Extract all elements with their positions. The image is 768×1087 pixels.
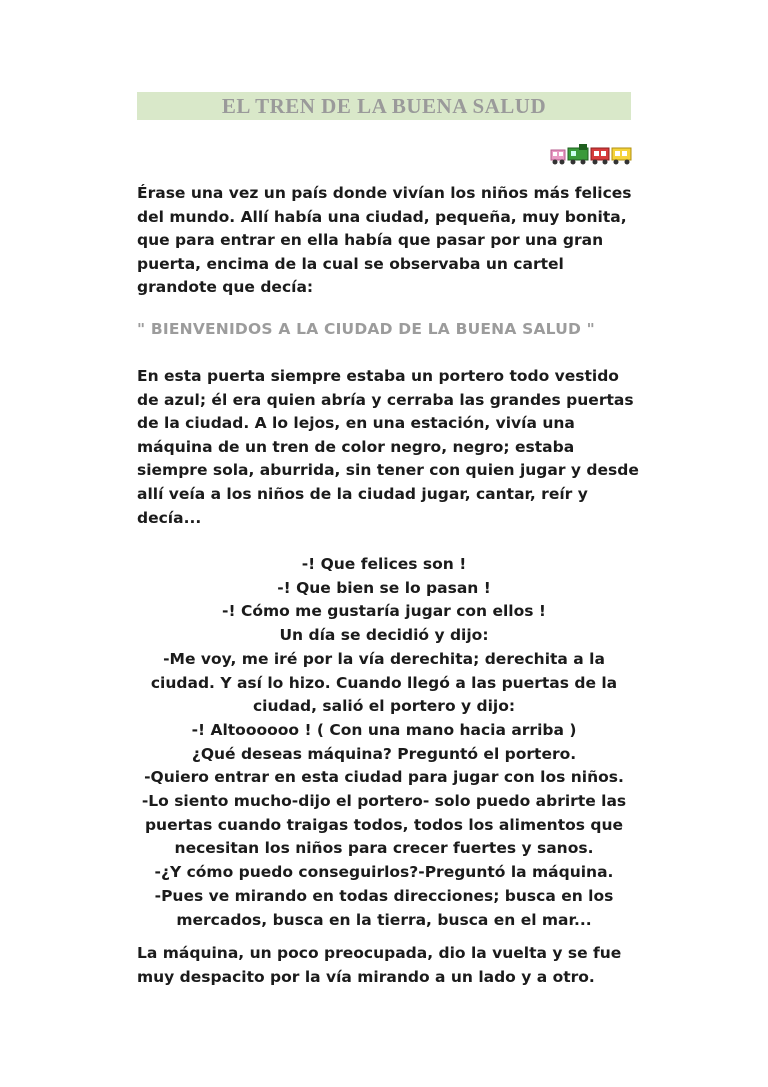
dialogue-line: Un día se decidió y dijo: — [279, 626, 489, 645]
dialogue-line: -! Que bien se lo pasan ! — [277, 578, 491, 597]
dialogue-line: ¿Qué deseas máquina? Preguntó el portero. — [191, 744, 577, 763]
text-line: allí veía a los niños de la ciudad jugar, cantar, reír y — [137, 484, 588, 503]
dialogue-line: ciudad, salió el portero y dijo: — [252, 697, 516, 716]
text-line: muy despacito por la vía mirando a un lado y a otro. — [137, 967, 595, 986]
text-line: La máquina, un poco preocupada, dio la vuelta y se fue — [137, 944, 622, 962]
title-bar — [137, 92, 631, 120]
dialogue-line: -! Que felices son ! — [301, 555, 467, 573]
dialogue-line: -! Altoooooo ! ( Con una mano hacia arriba ) — [191, 720, 577, 739]
intro-paragraph — [137, 182, 637, 300]
text-line: En esta puerta siempre estaba un portero todo vestido — [137, 367, 619, 385]
dialogue-line: -Pues ve mirando en todas direcciones; busca en los — [154, 886, 614, 905]
dialogue-line: -Lo siento mucho-dijo el portero- solo puedo abrirte las — [141, 792, 627, 811]
dialogue-line: ciudad. Y así lo hizo. Cuando llegó a las puertas de la — [150, 673, 618, 692]
dialogue-line: -Me voy, me iré por la vía derechita; derechita a la — [163, 649, 605, 668]
text-line: de la ciudad. A lo lejos, en una estación, vivía una — [137, 414, 575, 433]
dialogue-line: puertas cuando traigas todos, todos los alimentos que — [144, 815, 624, 834]
train-icon — [549, 142, 633, 166]
text-line: decía... — [137, 508, 202, 527]
text-line: grandote que decía: — [137, 278, 314, 297]
text-line: Érase una vez un país donde vivían los niños más felices — [137, 184, 632, 202]
text-line: de azul; él era quien abría y cerraba las grandes puertas — [137, 390, 634, 409]
welcome-banner: " BIENVENIDOS A LA CIUDAD DE LA BUENA SALUD " — [137, 320, 595, 338]
dialogue-line: -! Cómo me gustaría jugar con ellos ! — [222, 602, 546, 621]
dialogue-line: -Quiero entrar en esta ciudad para jugar con los niños. — [144, 768, 624, 787]
text-line: del mundo. Allí había una ciudad, pequeña, muy bonita, — [137, 207, 627, 226]
text-line: siempre sola, aburrida, sin tener con quien jugar y desde — [137, 461, 639, 480]
ending-paragraph — [137, 942, 621, 989]
story-paragraph — [137, 365, 637, 530]
text-line: que para entrar en ella había que pasar por una gran — [137, 231, 604, 250]
dialogue-line: necesitan los niños para crecer fuertes y sanos. — [174, 839, 594, 858]
dialogue-line: mercados, busca en la tierra, busca en el mar... — [176, 910, 592, 929]
dialogue-line: -¿Y cómo puedo conseguirlos?-Preguntó la máquina. — [154, 863, 614, 882]
dialogue-block — [137, 553, 631, 932]
text-line: puerta, encima de la cual se observaba un cartel — [137, 254, 564, 273]
page-title: EL TREN DE LA BUENA SALUD — [221, 93, 547, 118]
text-line: máquina de un tren de color negro, negro; estaba — [137, 437, 575, 456]
